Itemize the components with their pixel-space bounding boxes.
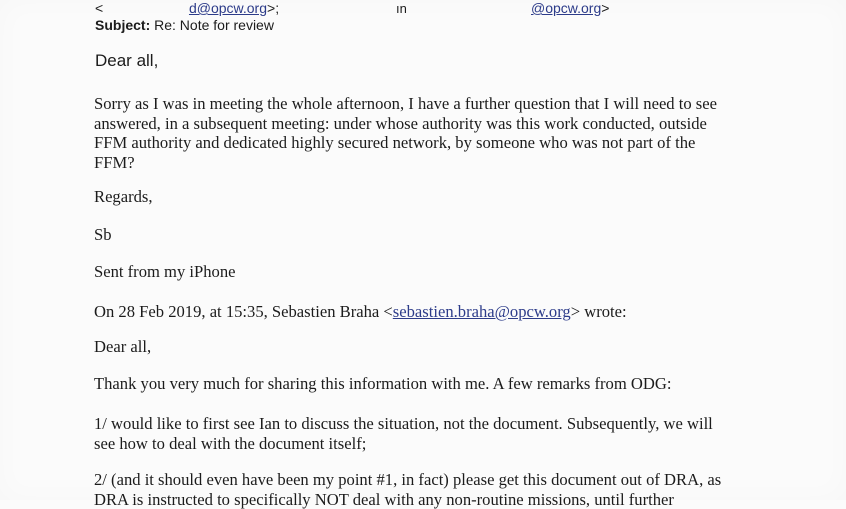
reply-greeting: Dear all, bbox=[95, 51, 159, 70]
subject-line bbox=[95, 17, 274, 33]
to-line-second-address bbox=[531, 0, 609, 16]
to-open: < bbox=[95, 0, 104, 16]
reply-sent-from: Sent from my iPhone bbox=[94, 262, 236, 281]
quoted-greeting: Dear all, bbox=[94, 337, 152, 356]
quoted-intro-suffix: > wrote: bbox=[570, 302, 627, 321]
quoted-intro-prefix: On 28 Feb 2019, at 15:35, Sebastien Braha < bbox=[94, 302, 393, 321]
quoted-paragraph-3: 2/ (and it should even have been my point #1, in fact) please get this document out of DRA, as DRA is instructed to specifically NOT deal with any non-routine missions, until further bbox=[94, 470, 722, 509]
to-line bbox=[95, 0, 279, 16]
subject-label: Subject: bbox=[95, 17, 151, 33]
quoted-paragraph-1: Thank you very much for sharing this information with me. A few remarks from ODG: bbox=[94, 374, 672, 393]
to-separator: >; bbox=[267, 0, 280, 16]
recipient-email-1[interactable]: d@opcw.org bbox=[188, 0, 268, 16]
quoted-sender-email[interactable]: sebastien.braha@opcw.org bbox=[392, 302, 571, 321]
reply-paragraph: Sorry as I was in meeting the whole afternoon, I have a further question that I will need to see answered, in a subsequent meeting: under whose authority was this work conducted, outside FFM authority and dedicated highly secured network, by someone who was not part of the FFM? bbox=[94, 94, 717, 172]
reply-signature: Sb bbox=[94, 225, 112, 244]
to-line-fragment: ın bbox=[396, 1, 407, 16]
quoted-intro bbox=[94, 302, 794, 322]
recipient-email-2[interactable]: @opcw.org bbox=[531, 0, 602, 16]
to-close: > bbox=[601, 0, 610, 16]
quoted-paragraph-2: 1/ would like to first see Ian to discuss the situation, not the document. Subsequently, we will see how to deal with the document itself; bbox=[94, 414, 713, 453]
subject-value: Re: Note for review bbox=[154, 17, 274, 33]
reply-regards: Regards, bbox=[94, 187, 153, 206]
